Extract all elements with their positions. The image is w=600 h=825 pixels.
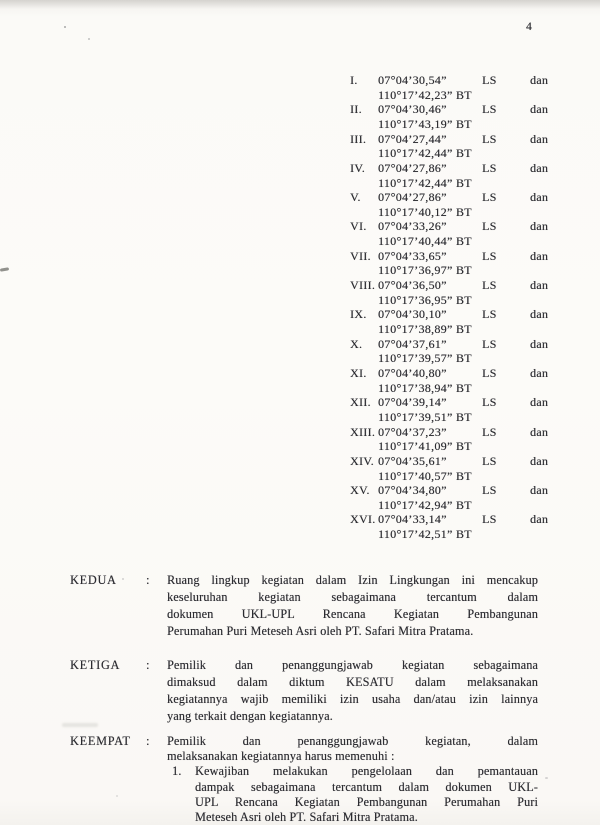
scan-speck [116,795,118,797]
list-item-number: 1. [172,764,182,779]
coordinate-row [350,102,562,131]
coordinate-longitude: 110°17’42,44” BT [378,175,472,190]
section-label: KEDUA [70,573,117,587]
coordinate-latitude: 07°04’36,50” [378,278,447,293]
body-line: melaksanakan kegiatannya harus memenuhi : [167,749,395,764]
coordinate-longitude: 110°17’42,23” BT [378,87,472,102]
coordinate-row [350,366,562,395]
coordinate-row [350,483,562,512]
body-line: kegiatannya wajib memiliki izin usaha dan/atau izin lainnya [167,692,538,706]
coordinate-numeral: XI. [350,365,367,380]
coordinate-latitude: 07°04’33,26” [378,219,447,234]
conjunction: dan [530,248,549,263]
coordinate-latitude: 07°04’27,86” [378,190,447,205]
coordinate-row [350,219,562,248]
coordinate-numeral: V. [350,190,361,205]
conjunction: dan [530,102,549,117]
coordinate-latitude: 07°04’27,44” [378,131,447,146]
body-line: Pemilik dan penanggungjawab kegiatan, dalam [167,734,538,748]
conjunction: dan [530,73,549,87]
coordinate-longitude: 110°17’40,57” BT [378,468,472,483]
decree-section [70,734,538,825]
coordinate-row [350,337,562,366]
conjunction: dan [530,278,549,293]
section-label: KETIGA [70,658,121,672]
coordinate-numeral: VI. [350,219,367,234]
latitude-direction: LS [482,395,497,410]
coordinate-numeral: XIII. [350,424,376,439]
conjunction: dan [530,424,549,439]
coordinate-latitude: 07°04’40,80” [378,365,447,380]
latitude-direction: LS [482,483,497,498]
coordinate-numeral: I. [350,73,358,87]
conjunction: dan [530,160,549,175]
section-body [167,657,538,725]
coordinate-numeral: XVI. [350,512,376,527]
conjunction: dan [530,365,549,380]
section-separator: : [146,658,150,672]
conjunction: dan [530,512,549,527]
body-line: keseluruhan kegiatan sebagaimana tercantum dalam [167,590,538,604]
coordinate-numeral: IV. [350,160,366,175]
coordinate-row [350,249,562,278]
body-line: UPL Rencana Kegiatan Pembangunan Perumahan Puri [195,794,538,809]
coordinate-numeral: VIII. [350,278,376,293]
coordinate-longitude: 110°17’43,19” BT [378,116,472,131]
coordinate-row [350,132,562,161]
body-line: dokumen UKL-UPL Rencana Kegiatan Pembangunan [167,607,538,621]
body-line: Meteseh Asri oleh PT. Safari Mitra Pratama. [195,810,418,825]
body-line: 1. Kewajiban melakukan pengelolaan dan pemantauan [172,764,538,779]
body-line: yang terkait dengan kegiatannya. [167,709,333,723]
coordinate-longitude: 110°17’42,51” BT [378,527,472,542]
coordinate-numeral: VII. [350,248,371,263]
coordinate-latitude: 07°04’30,10” [378,307,447,322]
conjunction: dan [530,219,549,234]
coordinate-latitude: 07°04’35,61” [378,453,447,468]
section-label: KEEMPAT [70,734,131,748]
scan-speck [122,578,124,580]
coordinate-numeral: III. [350,131,367,146]
coordinate-numeral: II. [350,102,362,117]
coordinate-longitude: 110°17’42,44” BT [378,146,472,161]
coordinate-list [350,73,562,542]
coordinate-numeral: XV. [350,483,370,498]
decree-section [70,657,538,725]
section-separator: : [146,573,150,587]
coordinate-longitude: 110°17’42,94” BT [378,497,472,512]
body-line: dimaksud dalam diktum KESATU dalam melaksanakan [167,675,538,689]
latitude-direction: LS [482,365,497,380]
coordinate-row [350,454,562,483]
conjunction: dan [530,453,549,468]
section-separator: : [146,734,150,748]
coordinate-row [350,425,562,454]
scan-edge-shadow [0,0,600,9]
latitude-direction: LS [482,190,497,205]
coordinate-numeral: IX. [350,307,367,322]
section-body [167,572,538,640]
coordinate-row [350,278,562,307]
latitude-direction: LS [482,131,497,146]
latitude-direction: LS [482,424,497,439]
coordinate-latitude: 07°04’30,46” [378,102,447,117]
coordinate-latitude: 07°04’37,61” [378,336,447,351]
latitude-direction: LS [482,307,497,322]
coordinate-latitude: 07°04’37,23” [378,424,447,439]
scan-speck [545,777,548,779]
coordinate-numeral: XIV. [350,453,374,468]
scan-speck [64,26,66,28]
latitude-direction: LS [482,512,497,527]
body-line: dampak sebagaimana tercantum dalam dokumen UKL- [195,779,538,794]
body-line: Pemilik dan penanggungjawab kegiatan sebagaimana [167,658,538,672]
coordinate-longitude: 110°17’36,95” BT [378,292,472,307]
latitude-direction: LS [482,160,497,175]
coordinate-longitude: 110°17’36,97” BT [378,263,472,278]
scan-edge-mark [0,267,9,272]
coordinate-numeral: XII. [350,395,371,410]
latitude-direction: LS [482,219,497,234]
scan-speck [88,38,90,40]
coordinate-latitude: 07°04’30,54” [378,73,447,87]
conjunction: dan [530,395,549,410]
coordinate-longitude: 110°17’40,12” BT [378,204,472,219]
latitude-direction: LS [482,336,497,351]
latitude-direction: LS [482,278,497,293]
coordinate-row [350,73,562,102]
scan-smudge [62,723,98,727]
latitude-direction: LS [482,453,497,468]
coordinate-row [350,395,562,424]
coordinate-row [350,307,562,336]
coordinate-latitude: 07°04’33,65” [378,248,447,263]
coordinate-longitude: 110°17’38,94” BT [378,380,472,395]
coordinate-latitude: 07°04’33,14” [378,512,447,527]
latitude-direction: LS [482,102,497,117]
body-line: Ruang lingkup kegiatan dalam Izin Lingkungan ini mencakup [167,573,538,587]
coordinate-longitude: 110°17’41,09” BT [378,439,472,454]
latitude-direction: LS [482,73,497,87]
conjunction: dan [530,483,549,498]
coordinate-latitude: 07°04’39,14” [378,395,447,410]
coordinate-longitude: 110°17’40,44” BT [378,234,472,249]
coordinate-latitude: 07°04’27,86” [378,160,447,175]
section-body [167,734,538,825]
coordinate-longitude: 110°17’39,57” BT [378,351,472,366]
coordinate-latitude: 07°04’34,80” [378,483,447,498]
coordinate-numeral: X. [350,336,363,351]
body-line: Perumahan Puri Meteseh Asri oleh PT. Safari Mitra Pratama. [167,624,474,638]
conjunction: dan [530,131,549,146]
coordinate-row [350,190,562,219]
conjunction: dan [530,336,549,351]
page-number: 4 [526,21,532,33]
decree-section [70,572,538,640]
conjunction: dan [530,307,549,322]
coordinate-row [350,512,562,541]
latitude-direction: LS [482,248,497,263]
coordinate-longitude: 110°17’39,51” BT [378,409,472,424]
coordinate-row [350,161,562,190]
conjunction: dan [530,190,549,205]
coordinate-longitude: 110°17’38,89” BT [378,322,472,337]
